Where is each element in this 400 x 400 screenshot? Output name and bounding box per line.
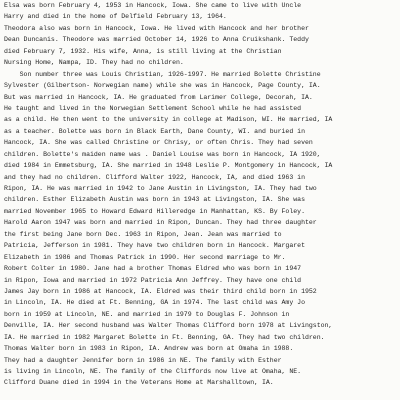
text-line: Elizabeth in 1986 and Thomas Patrick in 1990. Her second marriage to Mr. [4, 253, 286, 261]
text-line: But was married in Hancock, IA. He graduated from Larimer College, Decorah, IA. [4, 93, 313, 101]
text-line: died 1984 in Emmetsburg, IA. She married in 1948 Leslie P. Montgomery in Hancock, IA [4, 162, 333, 170]
text-line: Thomas Walter born in 1983 in Ripon, IA. Andrew was born at Omaha in 1988. [4, 345, 294, 353]
text-line: Hancock, IA. She was called Christine or Chrisy, or often Chris. They had seven [4, 139, 313, 147]
text-line: as a teacher. Bolette was born in Black Earth, Dane County, WI. and buried in [4, 127, 305, 135]
text-line: Robert Colter in 1980. Jane had a brother Thomas Eldred who was born in 1947 [4, 265, 302, 273]
text-line: is living in Lincoln, NE. The family of the Cliffords now live at Omaha, NE. [4, 368, 302, 375]
text-line: They had a daughter Jennifer born in 1986 in NE. The family with Esther [4, 356, 282, 364]
text-line: Son number three was Louis Christian, 1926-1997. He married Bolette Christine [4, 70, 321, 78]
text-line: and they had no children. Clifford Walter 1922, Hancock, IA, and died 1963 in [4, 173, 305, 181]
text-line: died February 7, 1932. His wife, Anna, is still living at the Christian [4, 47, 282, 55]
text-line: Harry and died in the home of Delfield February 13, 1964. [4, 13, 227, 21]
text-line: Nursing Home, Nampa, ID. They had no children. [4, 59, 184, 67]
document-body [4, 0, 398, 389]
text-line: He taught and lived in the Norwegian Settlement School while he had assisted [4, 104, 302, 112]
text-line: IA. He married in 1982 Margaret Bolette in Ft. Benning, GA. They had two children. [4, 333, 325, 341]
text-line: Harold Aaron 1947 was born and married in Ripon, Duncan. They had three daughter [4, 219, 317, 227]
text-line: the first being Jane born Dec. 1963 in Ripon, Jean. Jean was married to [4, 230, 282, 238]
text-line: in Lincoln, IA. He died at Ft. Benning, GA in 1974. The last child was Amy Jo [4, 299, 305, 307]
text-line: children. Esther Elizabeth Austin was born in 1943 at Livingston, IA. She was [4, 196, 305, 204]
text-line: Clifford Duane died in 1994 in the Veterans Home at Marshalltown, IA. [4, 379, 274, 387]
text-line: children. Bolette's maiden name was . Daniel Louise was born in Hancock, IA 1920, [4, 150, 321, 158]
text-line: Elsa was born February 4, 1953 in Hancock, Iowa. She came to live with Uncle [4, 2, 302, 9]
text-line: married November 1965 to Howard Edward Hilleredge in Manhattan, KS. By Foley. [4, 207, 305, 215]
text-line: Dean Duncanis. Theodore was married October 14, 1926 to Anna Cruikshank. Teddy [4, 36, 309, 44]
text-line: born in 1959 at Lincoln, NE. and married in 1979 to Douglas F. Johnson in [4, 310, 290, 318]
text-line: in Ripon, Iowa and married in 1972 Patricia Ann Jeffrey. They have one child [4, 276, 302, 284]
text-line: Denville, IA. Her second husband was Walter Thomas Clifford born 1978 at Livingston, [4, 322, 333, 330]
text-line: Sylvester (Gilbertson- Norwegian name) while she was in Hancock, Page County, IA. [4, 82, 321, 90]
text-line: Ripon, IA. He was married in 1942 to Jane Austin in Livingston, IA. They had two [4, 185, 317, 192]
text-line: James Jay born in 1986 at Hancock, IA. Eldred was their third child born in 1952 [4, 287, 317, 295]
text-line: as a child. He then went to the university in college at Madison, WI. He married, IA [4, 116, 333, 124]
text-line: Theodora also was born in Hancock, Iowa. He lived with Hancock and her brother [4, 24, 309, 32]
text-line: Patricia, Jefferson in 1981. They have two children born in Hancock. Margaret [4, 242, 305, 250]
